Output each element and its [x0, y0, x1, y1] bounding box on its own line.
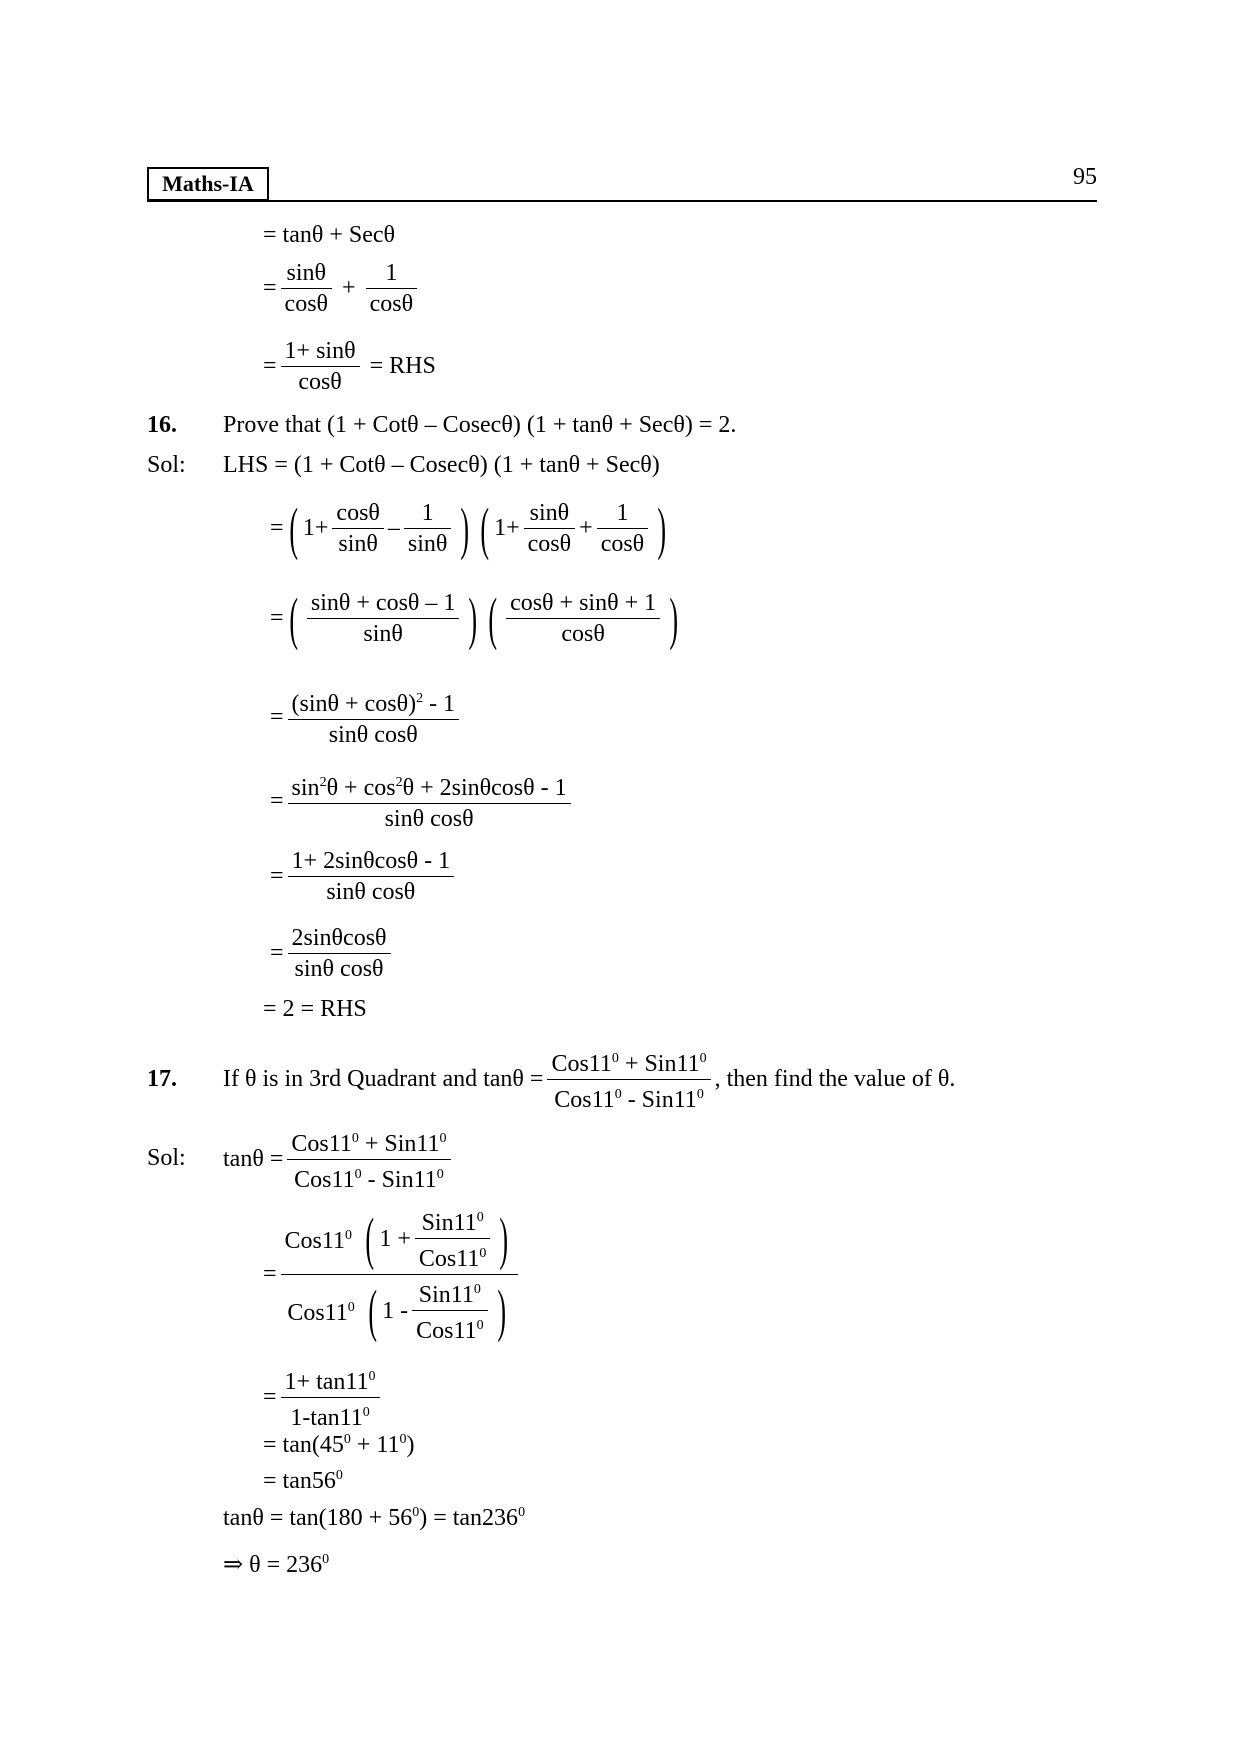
- right-paren: ): [468, 585, 478, 651]
- solution-16-step-1: [270, 495, 672, 561]
- solution-17-label: Sol:: [147, 1145, 186, 1171]
- header-rule: [147, 200, 1097, 202]
- denominator: cosθ: [561, 621, 605, 647]
- numerator: $(\sin\theta + \cos\theta)^2 - 1$: [291, 691, 456, 717]
- solution-17-step-5: $\tan\theta = \tan(180 + 56^0) = \tan 236^0$: [223, 1505, 526, 1531]
- fraction: [307, 588, 460, 649]
- fraction: [288, 768, 571, 834]
- left-paren: (: [288, 585, 298, 651]
- equals-sign: =: [263, 1384, 277, 1410]
- denominator: cosθ: [284, 291, 329, 317]
- solution-16-step-4: [270, 768, 575, 834]
- solution-17-answer: ⇒ $\theta = 236^0$: [223, 1552, 330, 1578]
- solution-17-step-0: tanθ = $\frac{Cos11^0 + Sin11^0}{Cos11^0 - Sin11^0}$: [223, 1124, 455, 1195]
- fraction: [547, 1044, 710, 1115]
- denominator: $Cos11^0$: [416, 1318, 484, 1344]
- numerator: sinθ: [529, 500, 570, 526]
- right-paren: ): [499, 1205, 509, 1271]
- right-paren: ): [460, 495, 470, 561]
- denominator: sinθ: [407, 531, 448, 557]
- numerator: sinθ + cosθ – 1: [310, 590, 456, 616]
- equals-sign: =: [270, 703, 284, 730]
- rhs-text: = RHS: [369, 353, 436, 379]
- plus-sign: +: [579, 515, 593, 541]
- denominator: sinθ cosθ: [294, 956, 384, 982]
- denominator: sinθ cosθ: [326, 879, 416, 905]
- solution-17-step-3: = $\tan(45^0 + 11^0)$: [263, 1432, 415, 1458]
- numerator: 1+ 2sinθcosθ - 1: [291, 848, 451, 874]
- denominator: $1-\tan 11^0$: [290, 1405, 370, 1431]
- numerator: 1: [385, 260, 398, 286]
- fraction: [281, 336, 360, 397]
- solution-16-lhs: LHS = (1 + Cotθ – Cosecθ) (1 + tanθ + Secθ): [223, 452, 660, 478]
- fraction: [281, 1203, 518, 1346]
- denominator: sinθ cosθ: [328, 722, 418, 748]
- header-title: Maths-IA: [147, 167, 269, 201]
- numerator: 1+ sinθ: [284, 338, 356, 364]
- equals-sign: =: [270, 940, 284, 966]
- cont-line-1: = tanθ + Secθ: [263, 222, 396, 248]
- fraction: [597, 498, 649, 559]
- equals-sign: =: [270, 787, 284, 814]
- numerator: sinθ: [286, 260, 327, 286]
- denominator: cosθ: [298, 369, 342, 395]
- numerator: $Cos11^0 + Sin11^0$: [551, 1051, 707, 1077]
- left-paren: (: [365, 1205, 375, 1271]
- solution-16-result: = 2 = RHS: [263, 996, 367, 1022]
- denominator: cosθ: [527, 531, 572, 557]
- minus-sign: –: [387, 515, 400, 541]
- right-paren: ): [669, 585, 679, 651]
- equals-sign: =: [263, 1261, 277, 1287]
- fraction: [288, 846, 455, 907]
- numerator: $\sin^2\theta + \cos^2\theta + 2\sin\theta\cos\theta - 1$: [291, 775, 567, 801]
- fraction: [288, 684, 460, 750]
- denominator: $Cos11^0$: [418, 1246, 487, 1272]
- numerator: $Cos11^0 + Sin11^0$: [291, 1131, 447, 1157]
- denominator: cosθ: [600, 531, 645, 557]
- equals-sign: =: [270, 605, 284, 631]
- numerator: 1: [616, 500, 629, 526]
- left-paren: (: [488, 585, 497, 651]
- cont-line-2: [263, 258, 421, 319]
- right-paren: ): [496, 1277, 506, 1343]
- numerator: cosθ + sinθ + 1: [510, 590, 657, 616]
- term: 1+: [302, 515, 329, 541]
- question-17-text: If θ is in 3rd Quadrant and tanθ = $\frac{Cos11^0 + Sin11^0}{Cos11^0 - Sin11^0}$ , then find the value of θ.: [223, 1044, 955, 1115]
- denominator: sinθ: [363, 621, 403, 647]
- solution-16-label: Sol:: [147, 452, 186, 478]
- denominator: sinθ: [338, 531, 378, 557]
- fraction: [524, 498, 576, 559]
- fraction: [281, 1362, 380, 1433]
- equals-sign: =: [270, 863, 284, 889]
- fraction: [412, 1275, 487, 1346]
- term: 1+: [494, 515, 520, 541]
- solution-16-step-5: [270, 846, 458, 907]
- cont-line-3: [263, 336, 436, 397]
- equals-sign: =: [263, 353, 277, 379]
- fraction: [366, 258, 418, 319]
- solution-16-step-6: [270, 923, 395, 984]
- fraction: [506, 588, 660, 649]
- plus-sign: +: [342, 275, 356, 301]
- numerator: 1: [421, 500, 434, 526]
- question-16-text: Prove that (1 + Cotθ – Cosecθ) (1 + tanθ + Secθ) = 2.: [223, 412, 737, 438]
- denominator: cosθ: [369, 291, 414, 317]
- question-17-number: 17.: [147, 1066, 177, 1092]
- fraction: [332, 498, 384, 559]
- fraction: [287, 1124, 450, 1195]
- equals-sign: =: [263, 275, 277, 301]
- solution-17-step-4: = $\tan 56^0$: [263, 1468, 343, 1494]
- left-paren: (: [288, 495, 298, 561]
- denominator: sinθ cosθ: [384, 806, 474, 832]
- fraction: [288, 923, 391, 984]
- numerator: $1+ \tan 11^0$: [284, 1369, 376, 1395]
- left-paren: (: [368, 1277, 377, 1343]
- page-number: 95: [1073, 164, 1097, 190]
- denominator: $Cos11^0$ ( 1 - $\frac{Sin11^0}{Cos11^0}$ ): [283, 1275, 515, 1346]
- numerator: cosθ: [336, 500, 380, 526]
- numerator: $Cos11^0$ ( 1 + $\frac{Sin11^0}{Cos11^0}$ ): [281, 1203, 518, 1274]
- right-paren: ): [657, 495, 667, 561]
- question-16-number: 16.: [147, 412, 177, 438]
- numerator: 2sinθcosθ: [291, 925, 387, 951]
- fraction: [404, 498, 452, 559]
- numerator: $Sin11^0$: [421, 1210, 484, 1236]
- fraction: [415, 1203, 490, 1274]
- left-paren: (: [480, 495, 489, 561]
- solution-17-step-1: [263, 1203, 522, 1346]
- denominator: $Cos11^0 - Sin11^0$: [554, 1087, 704, 1113]
- solution-16-step-3: [270, 684, 463, 750]
- solution-16-step-2: [270, 585, 683, 651]
- denominator: $Cos11^0 - Sin11^0$: [294, 1167, 444, 1193]
- equals-sign: =: [270, 515, 284, 541]
- numerator: $Sin11^0$: [418, 1282, 481, 1308]
- fraction: [281, 258, 333, 319]
- solution-17-step-2: [263, 1362, 384, 1433]
